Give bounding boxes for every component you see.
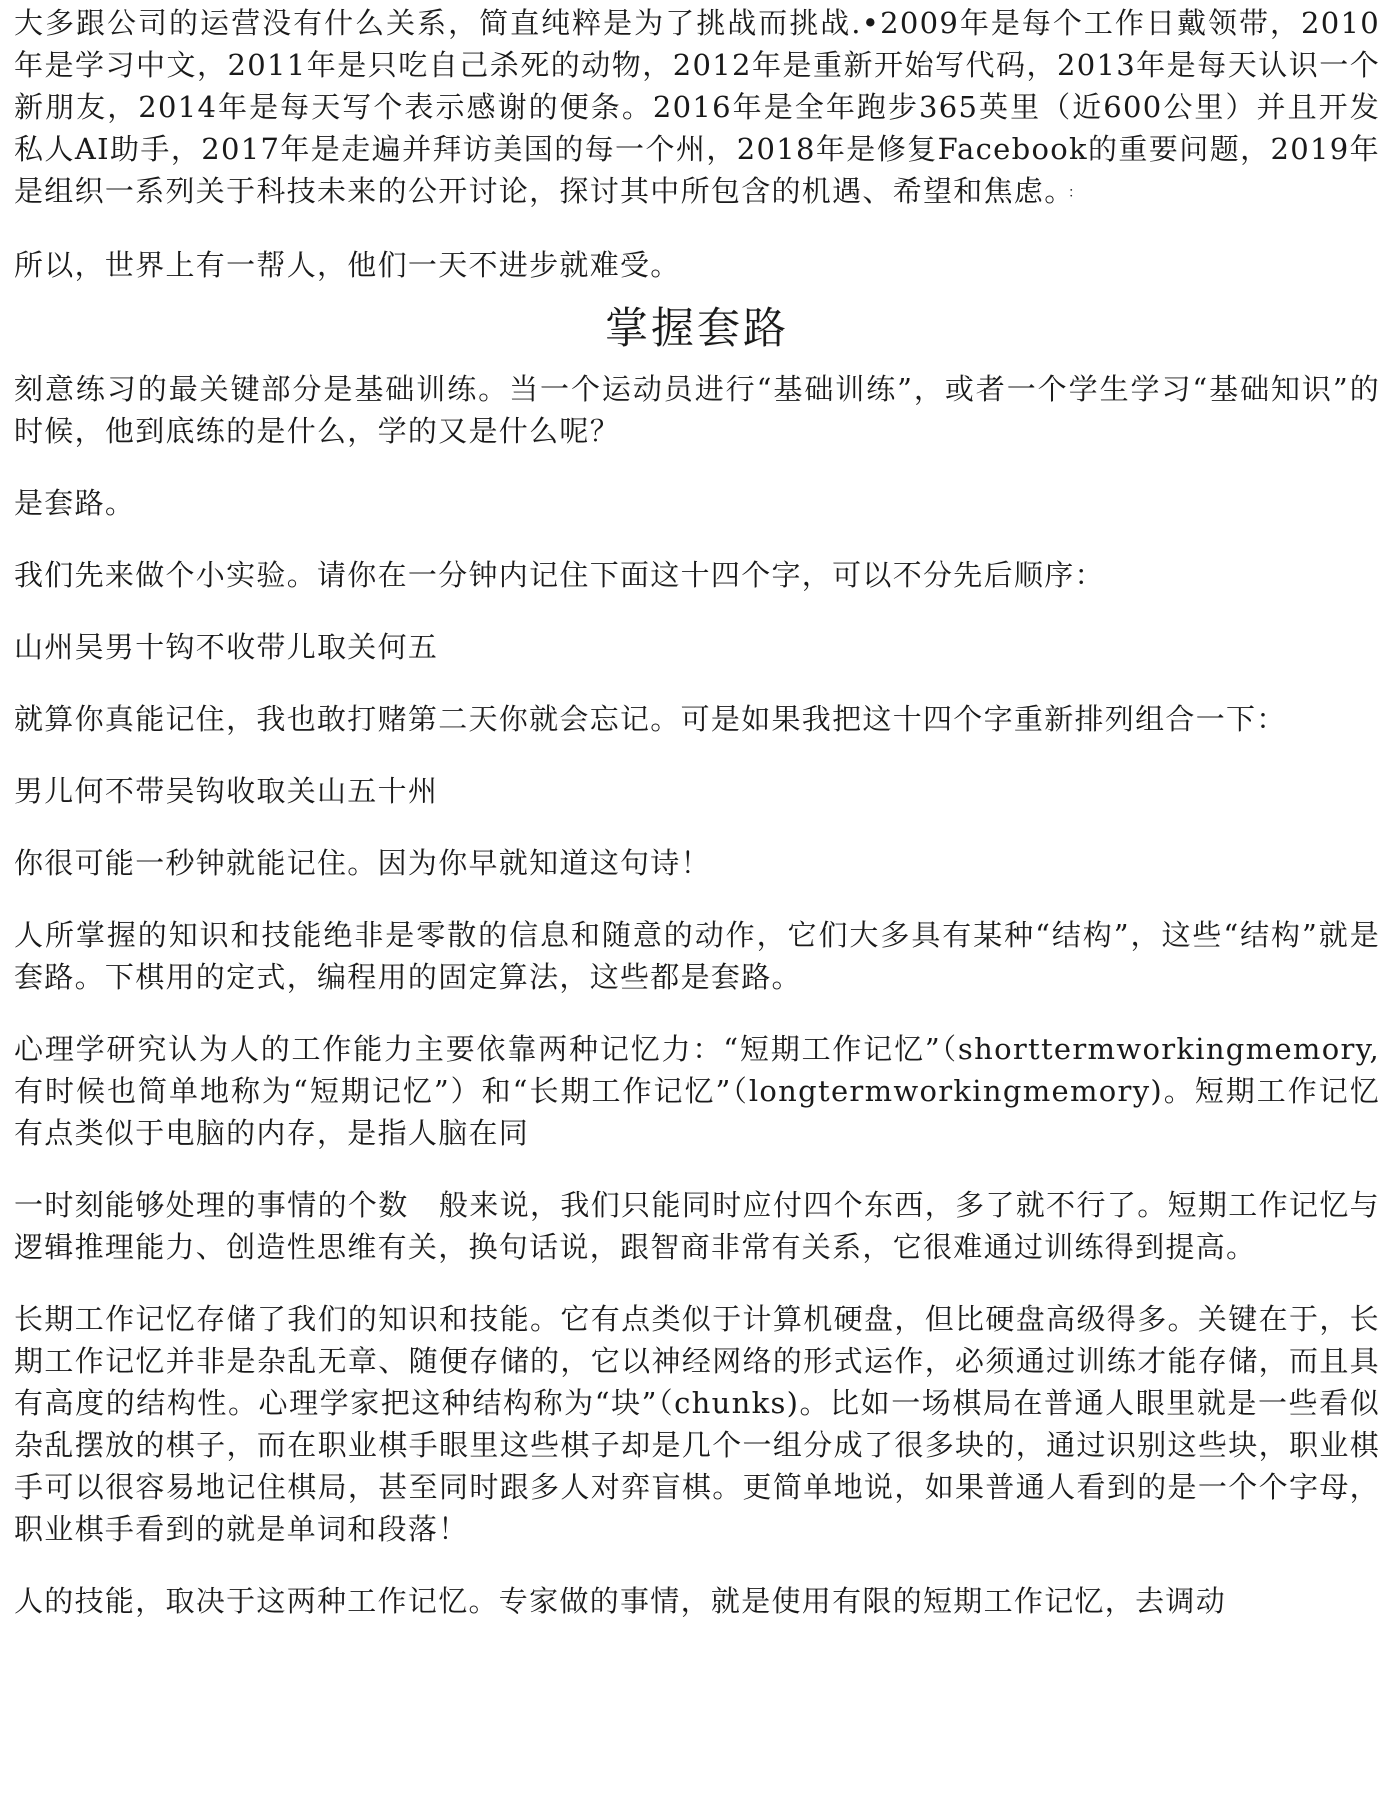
paragraph-gap <box>14 1268 1380 1298</box>
paragraph-structure: 人所掌握的知识和技能绝非是零散的信息和随意的动作，它们大多具有某种“结构”，这些“结构”就是套路。下棋用的定式，编程用的固定算法，这些都是套路。 <box>14 918 1380 994</box>
paragraph-progress: 所以，世界上有一帮人，他们一天不进步就难受。 <box>14 248 681 282</box>
paragraph-gap <box>14 452 1380 482</box>
paragraph-short-term: 一时刻能够处理的事情的个数 般来说，我们只能同时应付四个东西，多了就不行了。短期工作记忆与逻辑推理能力、创造性思维有关，换句话说，跟智商非常有关系，它很难通过训练得到提高。 <box>14 1188 1380 1264</box>
paragraph-challenges <box>14 2 1380 214</box>
scrambled-characters: 山州吴男十钩不收带儿取关何五 <box>14 630 439 664</box>
paragraph-gap <box>14 596 1380 626</box>
paragraph-gap <box>14 812 1380 842</box>
paragraph-gap <box>14 740 1380 770</box>
paragraph-answer: 是套路。 <box>14 486 136 520</box>
paragraph-gap <box>14 214 1380 244</box>
paragraph-basic-training: 刻意练习的最关键部分是基础训练。当一个运动员进行“基础训练”，或者一个学生学习“基础知识”的时候，他到底练的是什么，学的又是什么呢？ <box>14 372 1380 448</box>
paragraph-rearrange: 就算你真能记住，我也敢打赌第二天你就会忘记。可是如果我把这十四个字重新排列组合一下： <box>14 702 1287 736</box>
stray-mark: ： <box>1068 185 1084 201</box>
paragraph-gap <box>14 998 1380 1028</box>
paragraph-experiment: 我们先来做个小实验。请你在一分钟内记住下面这十四个字，可以不分先后顺序： <box>14 558 1105 592</box>
document-page <box>14 2 1380 1622</box>
paragraph-challenges-text: 大多跟公司的运营没有什么关系，简直纯粹是为了挑战而挑战.•2009年是每个工作日戴领带，2010年是学习中文，2011年是只吃自己杀死的动物，2012年是重新开始写代码，2013年是每天认识一个新朋友，2014年是每天写个表示感谢的便条。2016年是全年跑步365英里（近600公里）并且开发私人AI助手，2017年是走遍并拜访美国的每一个州，2018年是修复Facebook的重要问题，2019年是组织一系列关于科技未来的公开讨论，探讨其中所包含的机遇、希望和焦虑。 <box>14 6 1380 208</box>
paragraph-gap <box>14 884 1380 914</box>
section-heading: 掌握套路 <box>605 304 789 354</box>
paragraph-gap <box>14 524 1380 554</box>
paragraph-one-second: 你很可能一秒钟就能记住。因为你早就知道这句诗！ <box>14 846 711 880</box>
paragraph-skills: 人的技能，取决于这两种工作记忆。专家做的事情，就是使用有限的短期工作记忆，去调动 <box>14 1584 1227 1618</box>
paragraph-gap <box>14 1550 1380 1580</box>
poem-line: 男儿何不带吴钩收取关山五十州 <box>14 774 439 808</box>
paragraph-gap <box>14 668 1380 698</box>
paragraph-working-memory: 心理学研究认为人的工作能力主要依靠两种记忆力：“短期工作记忆”（shorttermworkingmemory,有时候也简单地称为“短期记忆”）和“长期工作记忆”（longtermworkingmemory)。短期工作记忆有点类似于电脑的内存，是指人脑在同 <box>14 1032 1380 1150</box>
paragraph-gap <box>14 1154 1380 1184</box>
paragraph-long-term: 长期工作记忆存储了我们的知识和技能。它有点类似于计算机硬盘，但比硬盘高级得多。关键在于，长期工作记忆并非是杂乱无章、随便存储的，它以神经网络的形式运作，必须通过训练才能存储，而且具有高度的结构性。心理学家把这种结构称为“块”（chunks)。比如一场棋局在普通人眼里就是一些看似杂乱摆放的棋子，而在职业棋手眼里这些棋子却是几个一组分成了很多块的，通过识别这些块，职业棋手可以很容易地记住棋局，甚至同时跟多人对弈盲棋。更简单地说，如果普通人看到的是一个个字母，职业棋手看到的就是单词和段落！ <box>14 1302 1380 1546</box>
